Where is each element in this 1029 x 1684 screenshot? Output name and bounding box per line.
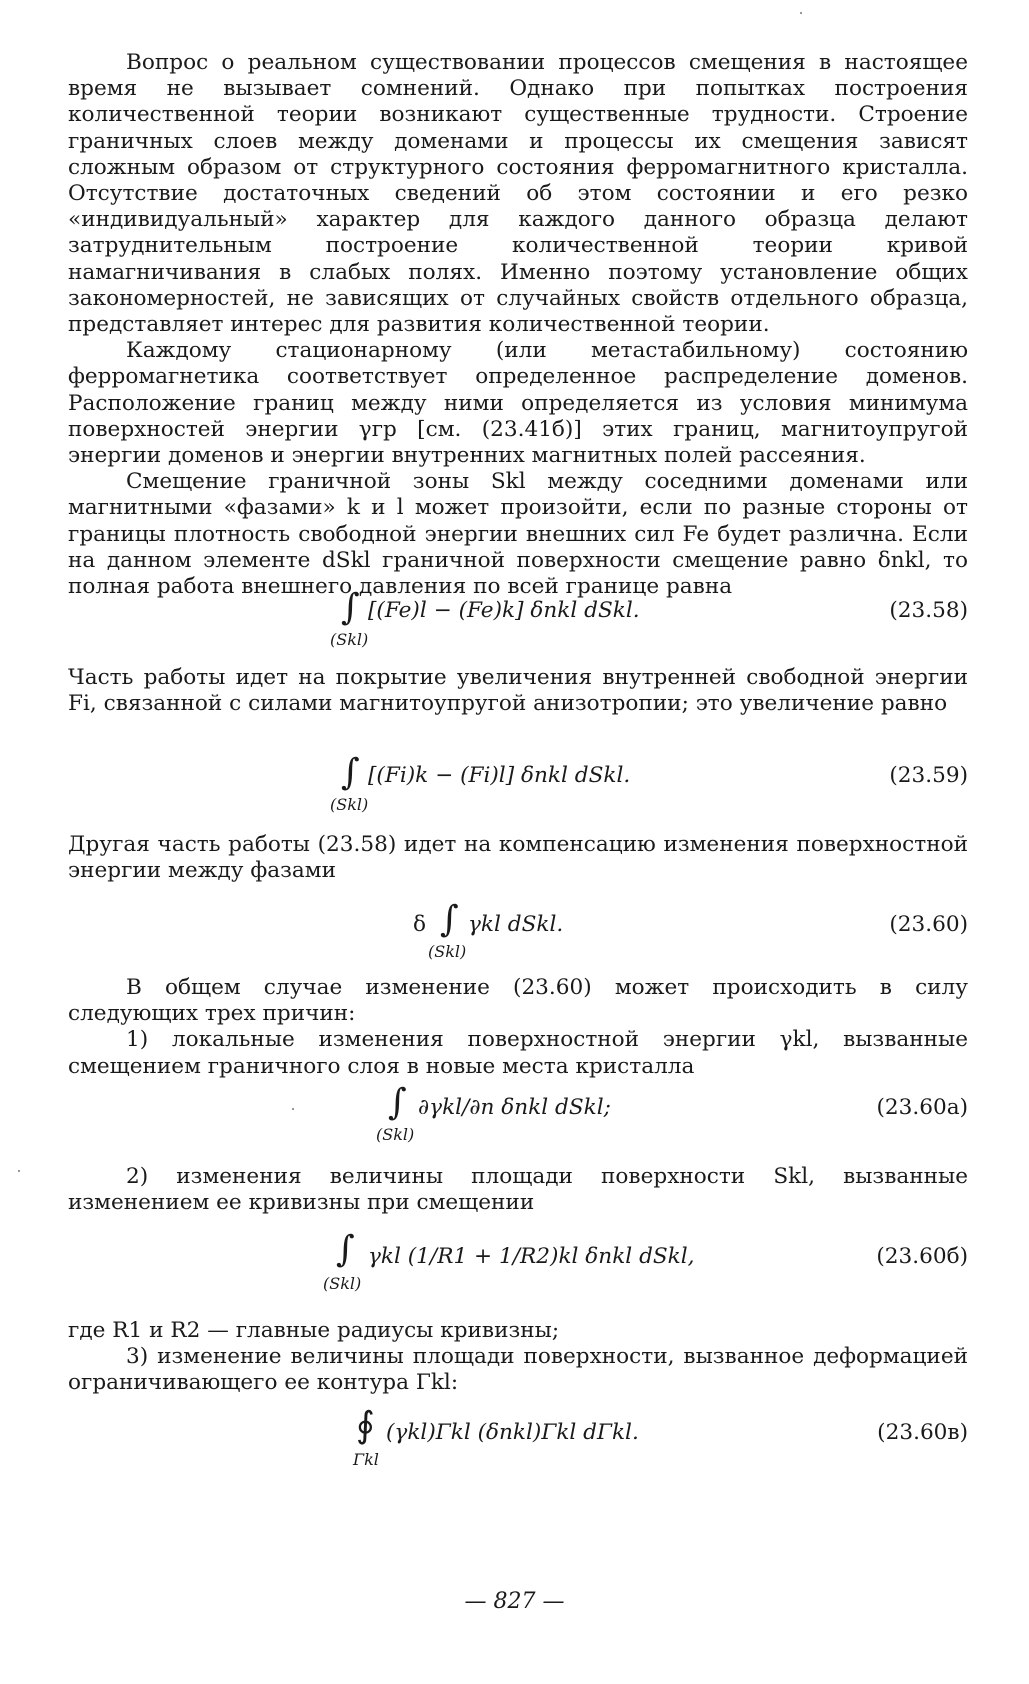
page-number: 827 bbox=[493, 1589, 536, 1614]
paragraph-10: 3) изменение величины площади поверхности, вызванное деформацией ограничивающего ее контура Γkl: bbox=[68, 1344, 968, 1396]
integral-limit: Γkl bbox=[353, 1450, 379, 1469]
scan-speck bbox=[800, 12, 802, 14]
equation-body: γkl dSkl. bbox=[468, 912, 564, 937]
integral-sign: ∫ bbox=[341, 752, 360, 793]
paragraph-2-text: Каждому стационарному (или метастабильному) состоянию ферромагнетика соответствует определенное распределение доменов. Расположение границ между ними определяется из условия минимума поверхностей энергии γгр [см. (23.41б)] этих границ, магнитоупругой энергии доменов и энергии внутренних магнитных полей рассеяния. bbox=[68, 338, 968, 469]
integral-sign: ∫ bbox=[388, 1082, 407, 1123]
scan-speck bbox=[292, 1108, 294, 1110]
equation-body: ∂γkl/∂n δnkl dSkl; bbox=[418, 1095, 611, 1120]
text-block-top bbox=[68, 50, 968, 600]
equation-body: γkl (1/R1 + 1/R2)kl δnkl dSkl, bbox=[368, 1244, 695, 1269]
equation-number: (23.60в) bbox=[877, 1420, 968, 1445]
equation-body: [(Fi)k − (Fi)l] δnkl dSkl. bbox=[368, 763, 631, 788]
paragraph-9: где R1 и R2 — главные радиусы кривизны; bbox=[68, 1318, 560, 1343]
text-block-5 bbox=[68, 1164, 968, 1216]
scan-speck bbox=[18, 1170, 20, 1172]
text-block-2 bbox=[68, 665, 968, 717]
equation-body: [(Fe)l − (Fe)k] δnkl dSkl. bbox=[368, 598, 640, 623]
integral-limit: (Skl) bbox=[376, 1125, 415, 1144]
equation-number: (23.60) bbox=[889, 912, 968, 937]
page-number-dash-left: — bbox=[464, 1589, 494, 1614]
paragraph-5: Другая часть работы (23.58) идет на компенсацию изменения поверхностной энергии между фазами bbox=[68, 832, 968, 884]
equation-prefix: δ bbox=[413, 912, 427, 937]
equation-23-60a bbox=[68, 1082, 968, 1145]
equation-23-60 bbox=[68, 899, 968, 962]
page-footer bbox=[0, 1589, 1029, 1614]
equation-23-59 bbox=[68, 752, 968, 815]
integral-sign: ∫ bbox=[336, 1229, 355, 1270]
paragraph-2 bbox=[68, 338, 968, 469]
integral-limit: (Skl) bbox=[330, 630, 369, 649]
integral-limit: (Skl) bbox=[428, 942, 467, 961]
equation-number: (23.58) bbox=[889, 598, 968, 623]
integral-limit: (Skl) bbox=[330, 795, 369, 814]
integral-limit: (Skl) bbox=[323, 1274, 362, 1293]
equation-23-60b bbox=[68, 1229, 968, 1293]
paragraph-3: Смещение граничной зоны Skl между соседними доменами или магнитными «фазами» k и l может произойти, если по разные стороны от границы плотность свободной энергии внешних сил Fe будет различна. Если на данном элементе dSkl граничной поверхности смещение равно δnkl, то полная работа внешнего давления по всей границе равна bbox=[68, 469, 968, 600]
paragraph-4: Часть работы идет на покрытие увеличения внутренней свободной энергии Fi, связанной с силами магнитоупругой анизотропии; это увеличение равно bbox=[68, 665, 968, 717]
integral-sign: ∫ bbox=[341, 587, 360, 628]
contour-integral-sign: ∮ bbox=[356, 1405, 375, 1446]
text-block-6 bbox=[68, 1318, 968, 1397]
equation-23-60v bbox=[68, 1405, 968, 1469]
paragraph-6: В общем случае изменение (23.60) может происходить в силу следующих трех причин: bbox=[68, 975, 968, 1027]
equation-body: (γkl)Γkl (δnkl)Γkl dΓkl. bbox=[386, 1420, 639, 1445]
text-block-3 bbox=[68, 832, 968, 884]
equation-23-58 bbox=[68, 587, 968, 650]
paragraph-1: Вопрос о реальном существовании процессов смещения в настоящее время не вызывает сомнений. Однако при попытках построения количественной теории возникают существенные трудности. Строение граничных слоев между доменами и процессы их смещения зависят сложным образом от структурного состояния ферромагнитного кристалла. Отсутствие достаточных сведений об этом состоянии и его резко «индивидуальный» характер для каждого данного образца делают затруднительным построение количественной теории кривой намагничивания в слабых полях. Именно поэтому установление общих закономерностей, не зависящих от случайных свойств отдельного образца, представляет интерес для развития количественной теории. bbox=[68, 50, 968, 338]
page-number-dash-right: — bbox=[535, 1589, 565, 1614]
paragraph-7: 1) локальные изменения поверхностной энергии γkl, вызванные смещением граничного слоя в новые места кристалла bbox=[68, 1027, 968, 1079]
paragraph-8: 2) изменения величины площади поверхности Skl, вызванные изменением ее кривизны при смещении bbox=[68, 1164, 968, 1216]
equation-number: (23.60б) bbox=[876, 1244, 968, 1269]
text-block-4 bbox=[68, 975, 968, 1080]
equation-number: (23.60а) bbox=[876, 1095, 968, 1120]
integral-sign: ∫ bbox=[440, 899, 459, 940]
equation-number: (23.59) bbox=[889, 763, 968, 788]
